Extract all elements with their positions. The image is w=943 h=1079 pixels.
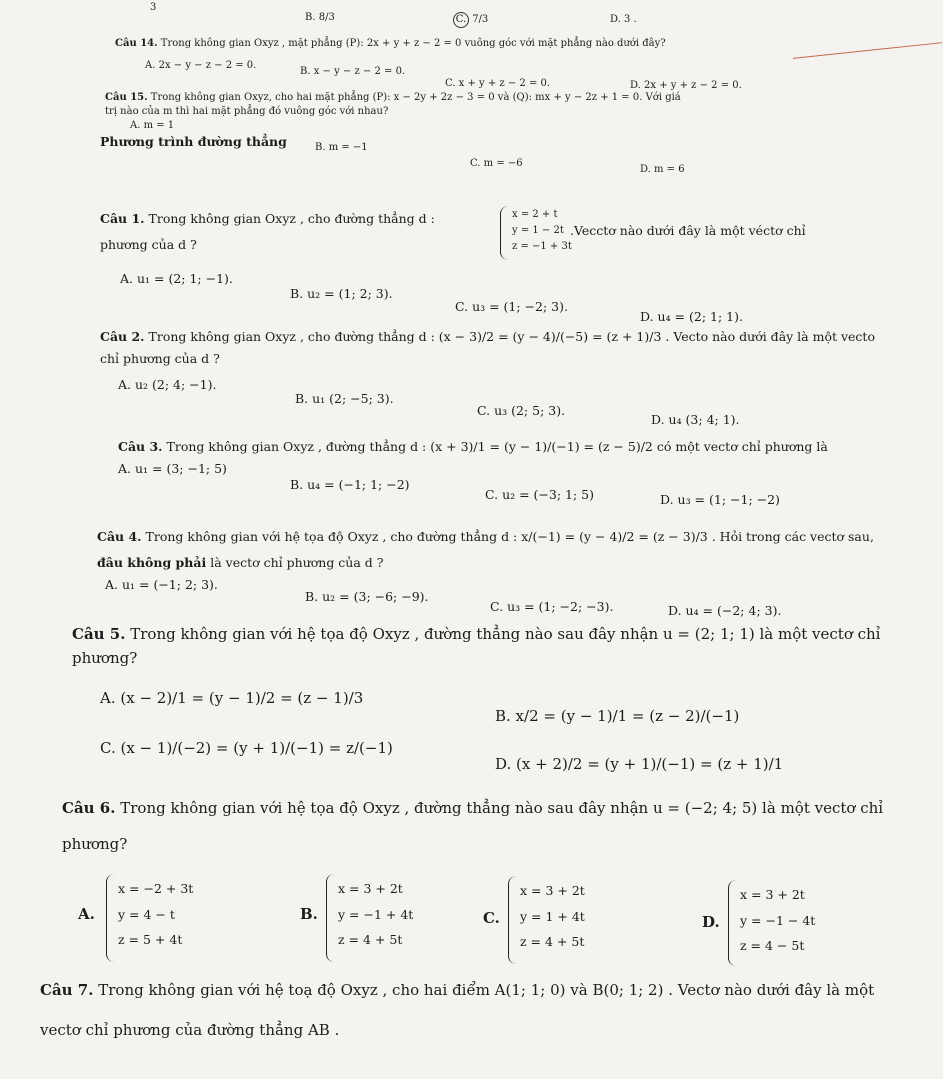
- q5-option-b: B. x/2 = (y − 1)/1 = (z − 2)/(−1): [495, 707, 740, 725]
- q1-option-c: C. u₃ = (1; −2; 3).: [455, 299, 568, 314]
- question-5-line2: phương?: [72, 649, 138, 667]
- q15-option-d: D. m = 6: [640, 164, 685, 175]
- q2-option-b: B. u₁ (2; −5; 3).: [295, 391, 394, 406]
- q6-option-d: x = 3 + 2t y = −1 − 4t z = 4 − 5t: [740, 887, 816, 954]
- q2-option-c: C. u₃ (2; 5; 3).: [477, 403, 566, 418]
- q1-option-a: A. u₁ = (2; 1; −1).: [120, 271, 233, 286]
- q3-option-c: C. u₂ = (−3; 1; 5): [485, 487, 595, 502]
- q6-a-brace: [106, 874, 115, 962]
- q1-system-brace: [500, 206, 509, 260]
- q14-option-c: C. x + y + z − 2 = 0.: [445, 78, 551, 89]
- q15-option-c: C. m = −6: [470, 158, 523, 169]
- question-2-line2: chỉ phương của d ?: [100, 351, 220, 366]
- q5-option-c: C. (x − 1)/(−2) = (y + 1)/(−1) = z/(−1): [100, 739, 393, 757]
- question-1-after: .Vecctơ nào dưới đây là một véctơ chỉ: [570, 223, 806, 238]
- q6-c-brace: [508, 876, 517, 964]
- q4-option-c: C. u₃ = (1; −2; −3).: [490, 599, 614, 614]
- q6-d-brace: [728, 880, 737, 966]
- question-2: Câu 2. Trong không gian Oxyz , cho đường thẳng d : (x − 3)/2 = (y − 4)/(−5) = (z + 1)/3 . Vecto nào dưới đây là một vecto: [100, 329, 875, 344]
- q6-option-c: x = 3 + 2t y = 1 + 4t z = 4 + 5t: [520, 883, 585, 950]
- q1-system: x = 2 + t y = 1 − 2t z = −1 + 3t: [512, 209, 572, 252]
- q2-option-a: A. u₂ (2; 4; −1).: [118, 377, 217, 392]
- q6-option-d-label: D.: [702, 913, 720, 931]
- q15-option-a: A. m = 1: [130, 120, 175, 131]
- question-6-line2: phương?: [62, 835, 128, 853]
- question-4-line2: đâu không phải là vectơ chỉ phương của d ?: [97, 555, 384, 570]
- question-3: Câu 3. Trong không gian Oxyz , đường thẳng d : (x + 3)/1 = (y − 1)/(−1) = (z − 5)/2 có một vectơ chỉ phương là: [118, 439, 828, 454]
- q1-option-d: D. u₄ = (2; 1; 1).: [640, 309, 743, 324]
- section-heading: Phương trình đường thẳng: [100, 134, 287, 149]
- q14-option-b: B. x − y − z − 2 = 0.: [300, 66, 406, 77]
- q6-option-a: x = −2 + 3t y = 4 − t z = 5 + 4t: [118, 881, 194, 948]
- q6-option-a-label: A.: [78, 905, 95, 923]
- q3-option-a: A. u₁ = (3; −1; 5): [118, 461, 227, 476]
- question-15: Câu 15. Trong không gian Oxyz, cho hai mặt phẳng (P): x − 2y + 2z − 3 = 0 và (Q): mx + y − 2z + 1 = 0. Với giá: [105, 92, 681, 103]
- q6-option-b: x = 3 + 2t y = −1 + 4t z = 4 + 5t: [338, 881, 414, 948]
- top-option-c: C. 7/3: [453, 12, 488, 28]
- question-6: Câu 6. Trong không gian với hệ tọa độ Oxyz , đường thẳng nào sau đây nhận u = (−2; 4; 5) là một vectơ chỉ: [62, 799, 884, 817]
- q4-option-a: A. u₁ = (−1; 2; 3).: [105, 577, 218, 592]
- q5-option-a: A. (x − 2)/1 = (y − 1)/2 = (z − 1)/3: [100, 689, 364, 707]
- q1-option-b: B. u₂ = (1; 2; 3).: [290, 286, 393, 301]
- question-5: Câu 5. Trong không gian với hệ tọa độ Oxyz , đường thẳng nào sau đây nhận u = (2; 1; 1) là một vectơ chỉ: [72, 625, 881, 643]
- q5-option-d: D. (x + 2)/2 = (y + 1)/(−1) = (z + 1)/1: [495, 755, 784, 773]
- q4-option-b: B. u₂ = (3; −6; −9).: [305, 589, 429, 604]
- question-1-line2: phương của d ?: [100, 237, 197, 252]
- q3-option-d: D. u₃ = (1; −1; −2): [660, 492, 780, 507]
- q2-option-d: D. u₄ (3; 4; 1).: [651, 412, 740, 427]
- q6-option-c-label: C.: [483, 909, 500, 927]
- question-7-line2: vectơ chỉ phương của đường thẳng AB .: [40, 1021, 340, 1039]
- question-1: Câu 1. Trong không gian Oxyz , cho đường thẳng d :: [100, 211, 435, 226]
- top-option-b: B. 8/3: [305, 12, 335, 23]
- pen-stroke-decoration: [793, 42, 943, 69]
- question-4: Câu 4. Trong không gian với hệ tọa độ Oxyz , cho đường thẳng d : x/(−1) = (y − 4)/2 = (z − 3)/3 . Hỏi trong các vectơ sau,: [97, 529, 874, 544]
- q15-option-b: B. m = −1: [315, 142, 368, 153]
- stray-number: 3: [150, 2, 157, 13]
- q6-option-b-label: B.: [300, 905, 318, 923]
- q4-option-d: D. u₄ = (−2; 4; 3).: [668, 603, 782, 618]
- question-15-line2: trị nào của m thì hai mặt phẳng đó vuông góc với nhau?: [105, 106, 389, 117]
- q14-option-d: D. 2x + y + z − 2 = 0.: [630, 80, 742, 91]
- q3-option-b: B. u₄ = (−1; 1; −2): [290, 477, 410, 492]
- question-7: Câu 7. Trong không gian với hệ toạ độ Oxyz , cho hai điểm A(1; 1; 0) và B(0; 1; 2) . Vectơ nào dưới đây là một: [40, 981, 875, 999]
- question-14: Câu 14. Trong không gian Oxyz , mặt phẳng (P): 2x + y + z − 2 = 0 vuông góc với mặt phẳng nào dưới đây?: [115, 38, 666, 49]
- top-option-d: D. 3 .: [610, 14, 637, 25]
- q6-b-brace: [326, 874, 335, 962]
- q14-option-a: A. 2x − y − z − 2 = 0.: [145, 60, 257, 71]
